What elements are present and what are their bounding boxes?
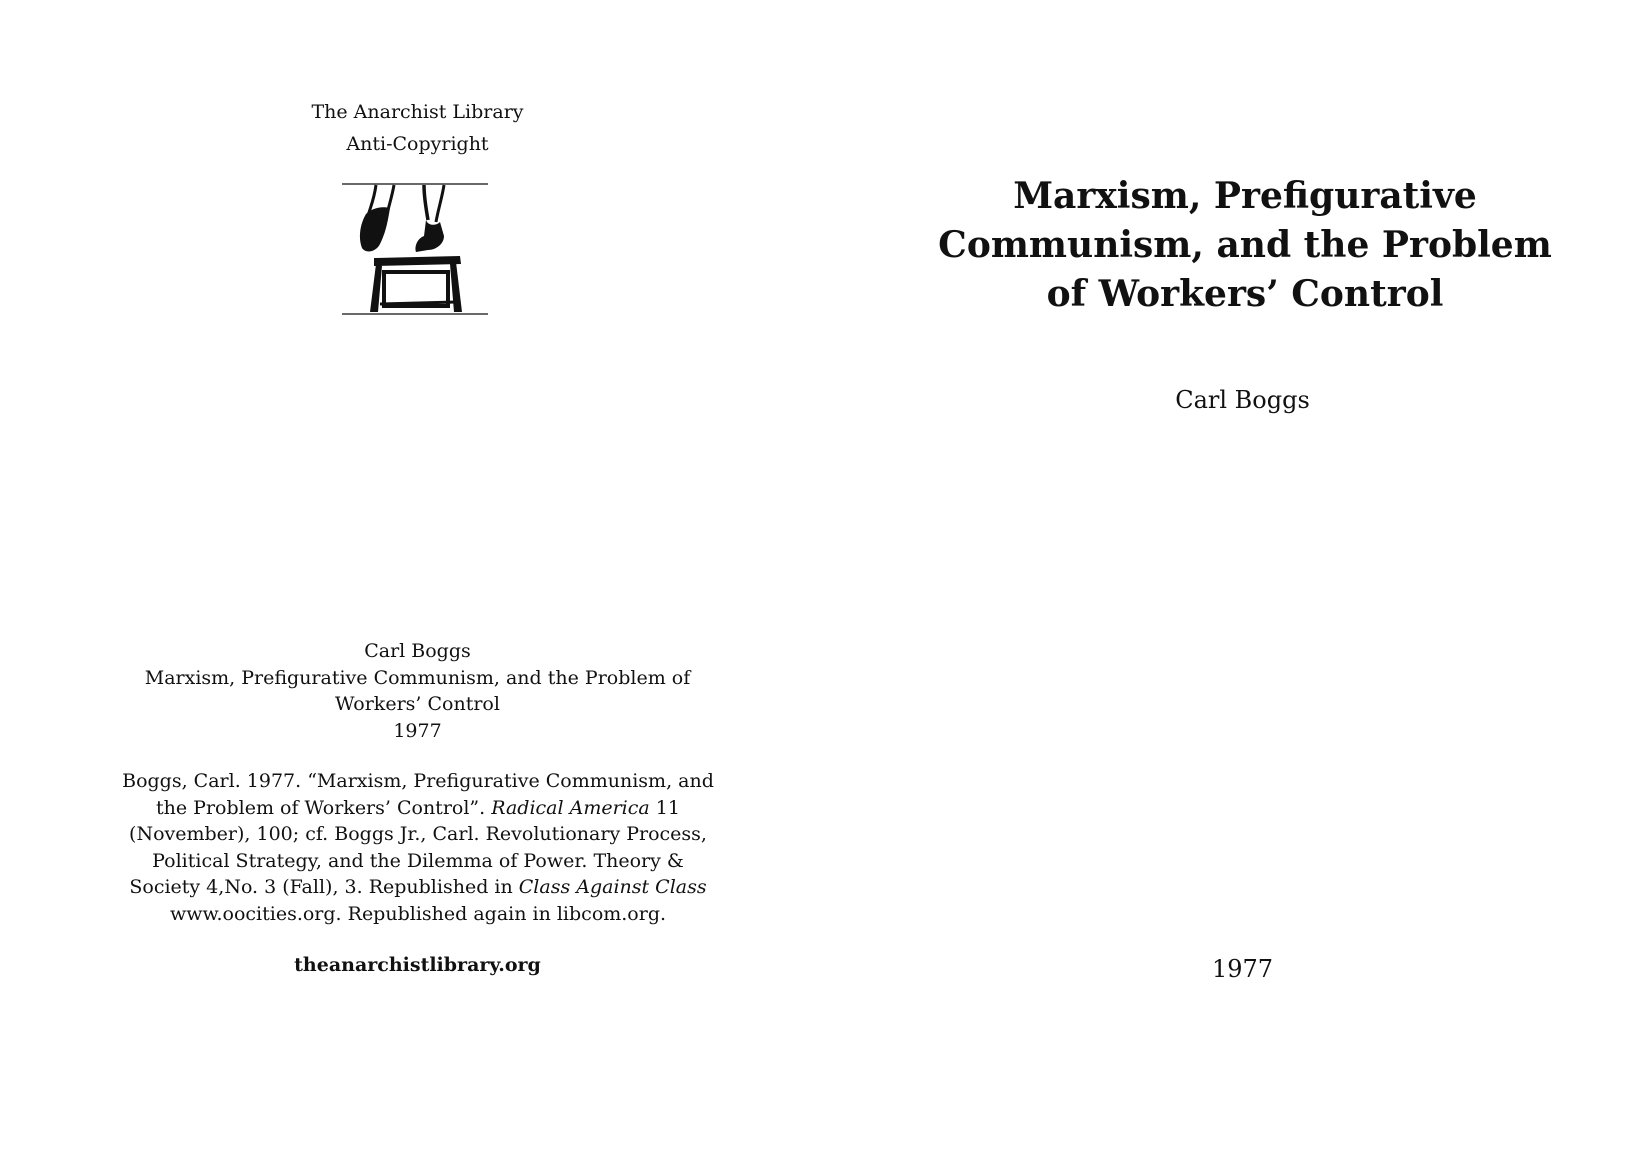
colophon-title-line-1: Marxism, Prefigurative Communism, and the Problem of — [144, 666, 691, 689]
citation-part-1: Boggs, Carl. 1977. “Marxism, Prefigurative Communism, and the Problem of Workers’ Control”. — [122, 770, 714, 819]
citation-part-2: 11 (November), 100; cf. Boggs Jr., Carl. Revolutionary Process, Political Strategy, and the Dilemma of Power. Theory & Society 4,No. 3 (Fall), 3. Republished in — [129, 796, 707, 898]
citation-part-3: www.oocities.org. Republished again in libcom.org. — [169, 902, 667, 925]
citation-journal: Radical America — [491, 796, 650, 819]
colophon-year: 1977 — [393, 719, 442, 742]
publisher-block — [0, 96, 835, 160]
book-title-line-1: Marxism, Prefigurative — [1013, 175, 1477, 217]
anarchist-library-logo-icon — [340, 180, 490, 320]
license-text: Anti-Copyright — [346, 133, 489, 155]
publisher-name: The Anarchist Library — [311, 101, 524, 123]
book-title-line-3: of Workers’ Control — [1046, 273, 1444, 315]
book-author: Carl Boggs — [1175, 386, 1310, 414]
citation — [118, 768, 718, 927]
colophon-title-line-2: Workers’ Control — [335, 693, 500, 715]
book-title-line-2: Communism, and the Problem — [938, 224, 1552, 266]
book-year: 1977 — [1211, 955, 1274, 983]
colophon — [110, 638, 725, 744]
book-title — [895, 172, 1595, 319]
citation-source: Class Against Class — [518, 876, 707, 898]
colophon-author: Carl Boggs — [364, 640, 471, 662]
right-page — [835, 0, 1650, 1170]
site-url: theanarchistlibrary.org — [294, 954, 541, 976]
